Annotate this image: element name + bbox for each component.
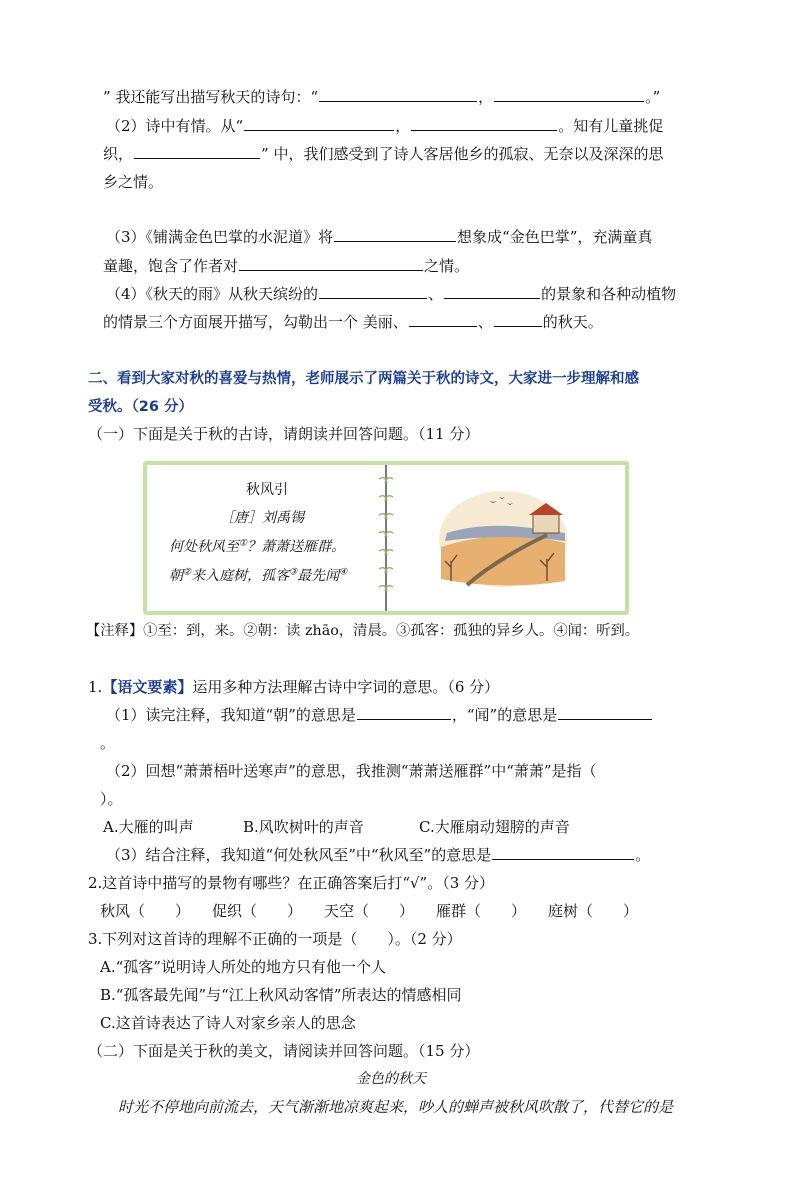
answer-blank[interactable] [134, 143, 260, 159]
answer-blank[interactable] [444, 283, 540, 299]
answer-blank[interactable] [239, 255, 423, 271]
answer-blank[interactable] [319, 86, 477, 102]
line-8: 的情景三个方面展开描写，勾勒出一个 美丽、 、 的秋天。 [103, 313, 603, 331]
section-title: 二、看到大家对秋的喜爱与热情，老师展示了两篇关于秋的诗文，大家进一步理解和感 [88, 371, 639, 387]
autumn-landscape-icon [437, 481, 569, 589]
option-b[interactable]: B.“孤客最先闻”与“江上秋风动客情”所表达的情感相同 [100, 986, 462, 1004]
check-item[interactable]: 天空（ ） [324, 902, 415, 920]
line-4: 乡之情。 [103, 173, 164, 191]
line-7: （4）《秋天的雨》从秋天缤纷的 、 的景象和各种动植物 [106, 285, 677, 303]
line-5: （3）《铺满金色巴掌的水泥道》将 想象成“金色巴掌”，充满童真 [106, 228, 653, 246]
question-3: 3.下列对这首诗的理解不正确的一项是（ ）。（2 分） [88, 930, 462, 948]
poem-box [143, 461, 629, 615]
line-2: （2）诗中有情。从“ ， 。知有儿童挑促 [106, 117, 664, 135]
poem-title: 秋风引 [246, 482, 288, 498]
line-3: 织， ” 中，我们感受到了诗人客居他乡的孤寂、无奈以及深深的思 [103, 145, 664, 163]
question-1-3: （3）结合注释，我知道“何处秋风至”中“秋风至”的意思是 。 [106, 846, 651, 864]
question-1-1: （1）读完注释，我知道“朝”的意思是 ，“闻”的意思是 [106, 704, 653, 725]
vine-decoration-icon [375, 473, 397, 605]
question-2: 2.这首诗中描写的景物有哪些？在正确答案后打“√”。（3 分） [88, 874, 495, 892]
answer-blank[interactable] [558, 704, 652, 720]
option-c[interactable]: C.这首诗表达了诗人对家乡亲人的思念 [100, 1014, 356, 1032]
answer-blank[interactable] [244, 115, 394, 131]
option-b[interactable]: B.风吹树叶的声音 [243, 818, 364, 836]
answer-blank[interactable] [409, 311, 477, 327]
essay-title: 金色的秋天 [356, 1071, 426, 1087]
poem-notes: 【注释】①至：到，来。②朝：读 zhāo，清晨。③孤客：孤独的异乡人。④闻：听到。 [86, 623, 640, 639]
answer-blank[interactable] [411, 115, 557, 131]
check-item[interactable]: 雁群（ ） [436, 902, 527, 920]
question-1-2-end: ）。 [100, 790, 123, 808]
check-item[interactable]: 促织（ ） [212, 902, 303, 920]
section-title-2: 受秋。（26 分） [88, 399, 193, 415]
check-item[interactable]: 庭树（ ） [548, 902, 639, 920]
answer-blank[interactable] [494, 311, 542, 327]
option-c[interactable]: C.大雁扇动翅膀的声音 [419, 818, 570, 836]
subsection-2: （二）下面是关于秋的美文，请阅读并回答问题。（15 分） [88, 1042, 480, 1060]
poem-author: ［唐］刘禹锡 [220, 510, 304, 526]
question-1-1-end: 。 [100, 734, 116, 752]
answer-blank[interactable] [357, 704, 451, 720]
option-a[interactable]: A.大雁的叫声 [103, 818, 194, 836]
question-1: 1.【语文要素】运用多种方法理解古诗中字词的意思。（6 分） [88, 678, 500, 696]
option-a[interactable]: A.“孤客”说明诗人所处的地方只有他一个人 [100, 958, 386, 976]
answer-blank[interactable] [334, 226, 456, 242]
answer-blank[interactable] [319, 283, 427, 299]
answer-blank[interactable] [494, 86, 644, 102]
poem-line-2: 朝②来入庭树，孤客③最先闻④ [169, 567, 348, 584]
answer-blank[interactable] [492, 844, 634, 860]
poem-line-1: 何处秋风至①？萧萧送雁群。 [169, 538, 346, 555]
question-1-2: （2）回想“萧萧梧叶送寒声”的意思，我推测“萧萧送雁群”中“萧萧”是指（ [106, 762, 597, 780]
subsection-1: （一）下面是关于秋的古诗，请朗读并回答问题。（11 分） [88, 425, 480, 443]
essay-paragraph: 时光不停地向前流去，天气渐渐地凉爽起来，吵人的蝉声被秋风吹散了，代替它的是 [118, 1098, 674, 1116]
line-1: ” 我还能写出描写秋天的诗句：“ ， 。” [103, 88, 661, 106]
check-item[interactable]: 秋风（ ） [100, 902, 191, 920]
line-6: 童趣，饱含了作者对 之情。 [103, 257, 470, 275]
